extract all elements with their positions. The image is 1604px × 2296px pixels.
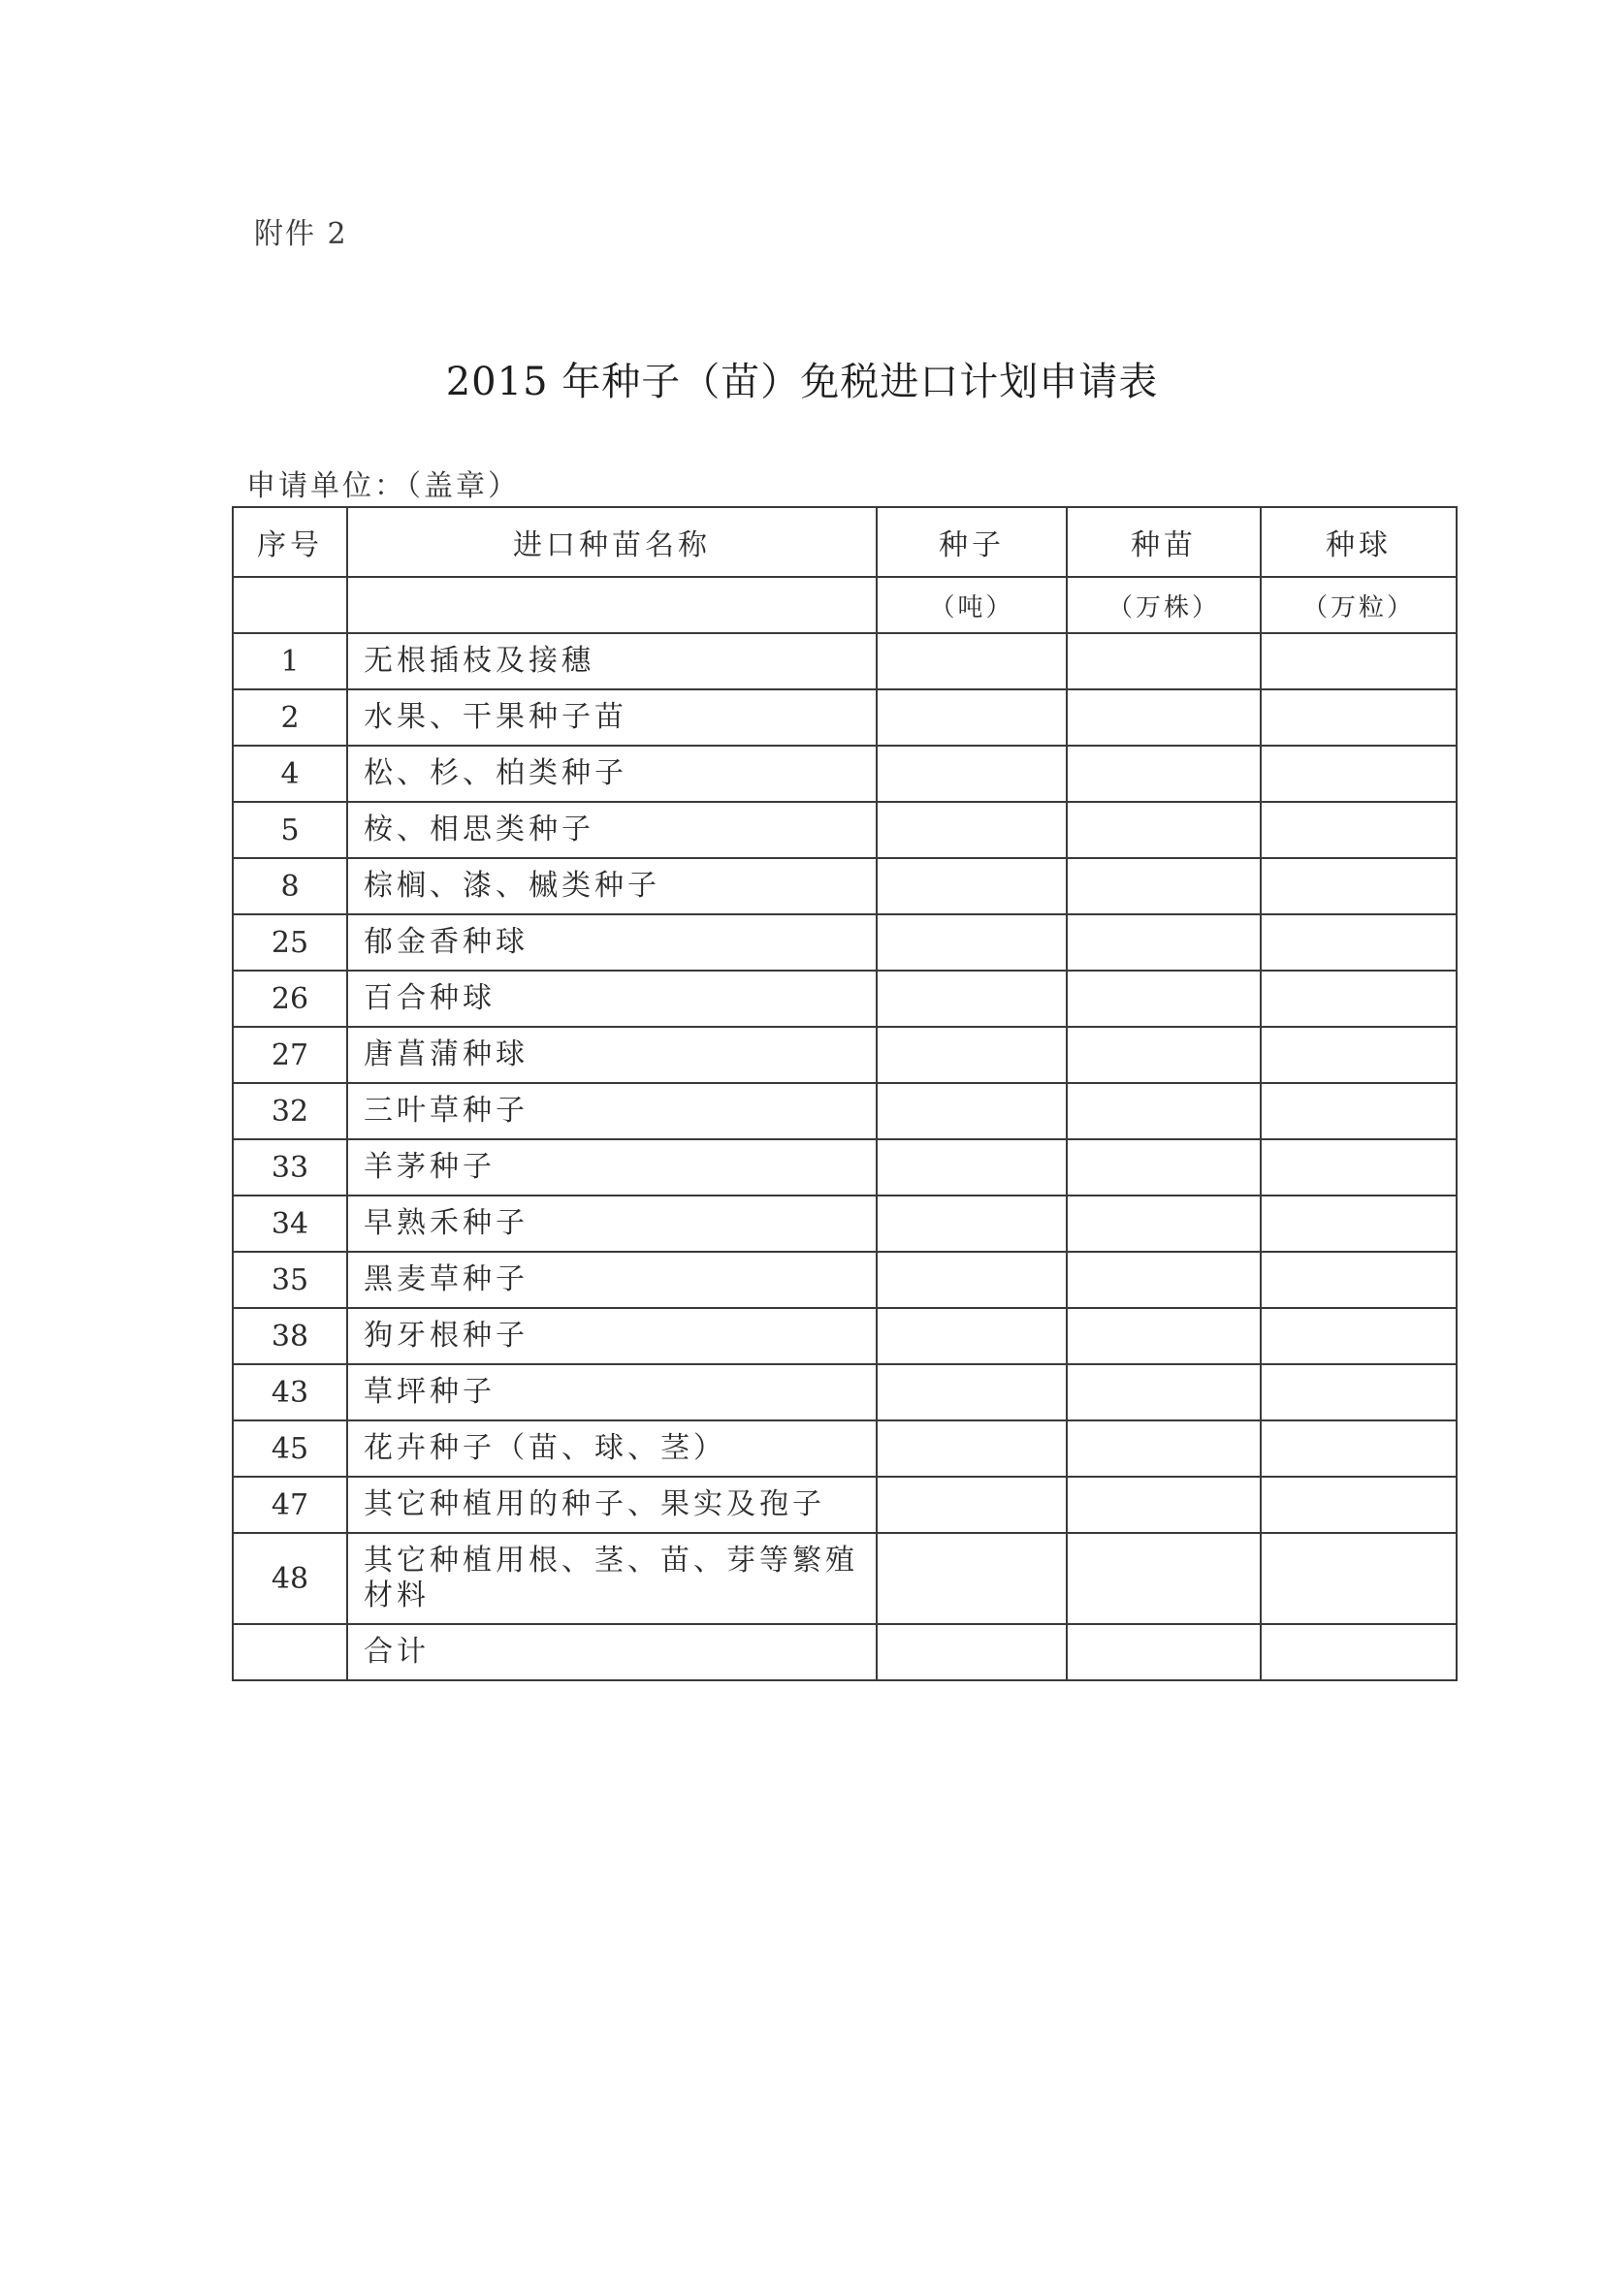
- row-name: 狗牙根种子: [347, 1308, 877, 1364]
- row-number: 45: [233, 1420, 347, 1477]
- table-row: [233, 858, 1457, 914]
- bulb-value-cell[interactable]: [1261, 1139, 1457, 1196]
- bulb-value-cell[interactable]: [1261, 1308, 1457, 1364]
- total-label: 合计: [347, 1624, 877, 1680]
- total-row: [233, 1624, 1457, 1680]
- table-units-row: [233, 577, 1457, 633]
- bulb-value-cell[interactable]: [1261, 971, 1457, 1027]
- seed-value-cell[interactable]: [877, 1196, 1067, 1252]
- row-number: 32: [233, 1083, 347, 1139]
- bulb-value-cell[interactable]: [1261, 1252, 1457, 1308]
- bulb-value-cell[interactable]: [1261, 633, 1457, 689]
- seed-value-cell[interactable]: [877, 1139, 1067, 1196]
- row-name: 棕榈、漆、槭类种子: [347, 858, 877, 914]
- table-row: [233, 1420, 1457, 1477]
- header-name: 进口种苗名称: [347, 507, 877, 577]
- seed-value-cell[interactable]: [877, 1420, 1067, 1477]
- seedling-value-cell[interactable]: [1067, 1083, 1261, 1139]
- row-number: 26: [233, 971, 347, 1027]
- row-name: 黑麦草种子: [347, 1252, 877, 1308]
- table-row: [233, 1083, 1457, 1139]
- table-row: [233, 914, 1457, 971]
- row-name: 桉、相思类种子: [347, 802, 877, 858]
- header-seedling: 种苗: [1067, 507, 1261, 577]
- table-row: [233, 1027, 1457, 1083]
- row-number: 4: [233, 746, 347, 802]
- seedling-value-cell[interactable]: [1067, 802, 1261, 858]
- row-name: 其它种植用的种子、果实及孢子: [347, 1477, 877, 1533]
- bulb-value-cell[interactable]: [1261, 689, 1457, 746]
- row-number: 48: [233, 1533, 347, 1624]
- bulb-value-cell[interactable]: [1261, 1083, 1457, 1139]
- seed-value-cell[interactable]: [877, 971, 1067, 1027]
- row-number: 27: [233, 1027, 347, 1083]
- seedling-value-cell[interactable]: [1067, 633, 1261, 689]
- row-number: 33: [233, 1139, 347, 1196]
- row-name: 羊茅种子: [347, 1139, 877, 1196]
- row-number: 47: [233, 1477, 347, 1533]
- table-row: [233, 633, 1457, 689]
- seedling-value-cell[interactable]: [1067, 1196, 1261, 1252]
- seedling-value-cell[interactable]: [1067, 1027, 1261, 1083]
- header-seed: 种子: [877, 507, 1067, 577]
- bulb-value-cell[interactable]: [1261, 1364, 1457, 1420]
- seed-value-cell[interactable]: [877, 1083, 1067, 1139]
- row-number: 35: [233, 1252, 347, 1308]
- seed-value-cell[interactable]: [877, 914, 1067, 971]
- row-name: 百合种球: [347, 971, 877, 1027]
- application-table: [232, 506, 1458, 1681]
- row-number: 8: [233, 858, 347, 914]
- bulb-value-cell[interactable]: [1261, 1533, 1457, 1624]
- table-row: [233, 689, 1457, 746]
- attachment-label: 附件 2: [254, 217, 348, 251]
- row-name: 松、杉、柏类种子: [347, 746, 877, 802]
- table-row: [233, 1364, 1457, 1420]
- table-row: [233, 1477, 1457, 1533]
- total-seedling-cell[interactable]: [1067, 1624, 1261, 1680]
- row-name: 三叶草种子: [347, 1083, 877, 1139]
- total-bulb-cell[interactable]: [1261, 1624, 1457, 1680]
- seedling-value-cell[interactable]: [1067, 1364, 1261, 1420]
- seed-value-cell[interactable]: [877, 1308, 1067, 1364]
- seedling-value-cell[interactable]: [1067, 858, 1261, 914]
- units-no-cell: [233, 577, 347, 633]
- seed-value-cell[interactable]: [877, 1533, 1067, 1624]
- unit-seed: （吨）: [877, 577, 1067, 633]
- unit-seedling: （万株）: [1067, 577, 1261, 633]
- row-number: 38: [233, 1308, 347, 1364]
- row-number: 2: [233, 689, 347, 746]
- seed-value-cell[interactable]: [877, 802, 1067, 858]
- page-title: 2015 年种子（苗）免税进口计划申请表: [445, 360, 1159, 404]
- seedling-value-cell[interactable]: [1067, 1308, 1261, 1364]
- row-number: 1: [233, 633, 347, 689]
- row-number: 34: [233, 1196, 347, 1252]
- bulb-value-cell[interactable]: [1261, 1420, 1457, 1477]
- total-no-cell: [233, 1624, 347, 1680]
- table-row: [233, 971, 1457, 1027]
- bulb-value-cell[interactable]: [1261, 1477, 1457, 1533]
- header-no: 序号: [233, 507, 347, 577]
- row-name: 水果、干果种子苗: [347, 689, 877, 746]
- seedling-value-cell[interactable]: [1067, 746, 1261, 802]
- bulb-value-cell[interactable]: [1261, 1027, 1457, 1083]
- seed-value-cell[interactable]: [877, 1027, 1067, 1083]
- bulb-value-cell[interactable]: [1261, 1196, 1457, 1252]
- seed-value-cell[interactable]: [877, 1364, 1067, 1420]
- total-seed-cell[interactable]: [877, 1624, 1067, 1680]
- row-number: 5: [233, 802, 347, 858]
- table-row: [233, 1308, 1457, 1364]
- row-name: 其它种植用根、茎、苗、芽等繁殖材料: [347, 1533, 877, 1624]
- seedling-value-cell[interactable]: [1067, 1420, 1261, 1477]
- row-name: 无根插枝及接穗: [347, 633, 877, 689]
- unit-bulb: （万粒）: [1261, 577, 1457, 633]
- seedling-value-cell[interactable]: [1067, 1139, 1261, 1196]
- seedling-value-cell[interactable]: [1067, 971, 1261, 1027]
- seedling-value-cell[interactable]: [1067, 1477, 1261, 1533]
- seedling-value-cell[interactable]: [1067, 1252, 1261, 1308]
- table-row: [233, 1196, 1457, 1252]
- table-row: [233, 746, 1457, 802]
- row-name: 唐菖蒲种球: [347, 1027, 877, 1083]
- table-row: [233, 1139, 1457, 1196]
- units-name-cell: [347, 577, 877, 633]
- seed-value-cell[interactable]: [877, 858, 1067, 914]
- row-name: 早熟禾种子: [347, 1196, 877, 1252]
- row-name: 郁金香种球: [347, 914, 877, 971]
- seedling-value-cell[interactable]: [1067, 914, 1261, 971]
- seedling-value-cell[interactable]: [1067, 689, 1261, 746]
- seedling-value-cell[interactable]: [1067, 1533, 1261, 1624]
- seed-value-cell[interactable]: [877, 689, 1067, 746]
- row-number: 25: [233, 914, 347, 971]
- applicant-label: 申请单位：（盖章）: [246, 469, 520, 503]
- seed-value-cell[interactable]: [877, 746, 1067, 802]
- row-name: 草坪种子: [347, 1364, 877, 1420]
- table-row: [233, 1252, 1457, 1308]
- seed-value-cell[interactable]: [877, 633, 1067, 689]
- row-name: 花卉种子（苗、球、茎）: [347, 1420, 877, 1477]
- seed-value-cell[interactable]: [877, 1477, 1067, 1533]
- bulb-value-cell[interactable]: [1261, 914, 1457, 971]
- row-number: 43: [233, 1364, 347, 1420]
- bulb-value-cell[interactable]: [1261, 802, 1457, 858]
- table-row: [233, 1533, 1457, 1624]
- table-header-row: [233, 507, 1457, 577]
- bulb-value-cell[interactable]: [1261, 746, 1457, 802]
- bulb-value-cell[interactable]: [1261, 858, 1457, 914]
- header-bulb: 种球: [1261, 507, 1457, 577]
- table-row: [233, 802, 1457, 858]
- seed-value-cell[interactable]: [877, 1252, 1067, 1308]
